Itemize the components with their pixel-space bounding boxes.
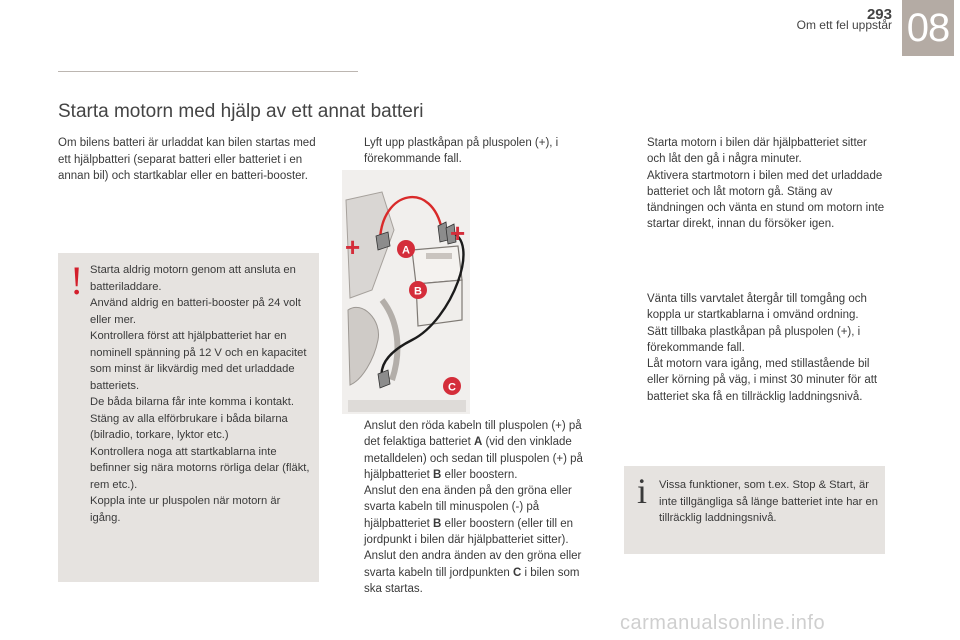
plus-sign-b: + xyxy=(450,218,466,248)
column2-top-steps xyxy=(342,135,600,168)
step-text: eller boostern (eller till en jordpunkt i bilen där hjälpbatteriet sitter). xyxy=(364,517,574,547)
plus-sign-a: + xyxy=(345,232,361,262)
label-a: A xyxy=(402,244,410,257)
step-item xyxy=(625,356,887,405)
step-item xyxy=(342,135,600,168)
step-text: Lyft upp plastkåpan på pluspolen (+), i förekommande fall. xyxy=(364,137,559,166)
step-text: Aktivera startmotorn i bilen med det urladdade batteriet och låt motorn gå. Stäng av tändningen och vänta en stund om motorn inte startar direkt, innan du försöker igen. xyxy=(647,169,885,231)
step-text: Låt motorn vara igång, med stillastående bil eller körning på väg, i minst 30 minuter för att batteriet ska få en tillräcklig laddningsnivå. xyxy=(647,358,878,403)
step-text: Vänta tills varvtalet återgår till tomgång och koppla ur startkablarna i omvänd ordning. xyxy=(647,293,867,322)
exclamation-icon: ! xyxy=(70,258,84,303)
step-item xyxy=(342,548,600,597)
step-text: (vid den vinklade metalldelen) och sedan till pluspolen (+) på hjälpbatteriet xyxy=(364,436,583,481)
engine-floor xyxy=(348,400,466,412)
step-item xyxy=(625,324,887,357)
warning-line: Stäng av alla elförbrukare i båda bilarna (bilradio, torkare, lyktor etc.) xyxy=(90,412,288,441)
column3-top-steps xyxy=(625,135,887,233)
label-b: B xyxy=(414,285,422,298)
step-text: Anslut den andra änden av den gröna eller svarta kabeln till jordpunkten xyxy=(364,550,582,579)
step-item xyxy=(625,135,887,168)
engine-hose xyxy=(348,307,379,385)
step-item xyxy=(625,291,887,324)
intro-paragraph: Om bilens batteri är urladdat kan bilen startas med ett hjälpbatteri (separat batteri eller batteriet i en annan bil) och startkablar eller en batteri-booster. xyxy=(58,137,316,182)
battery-top xyxy=(412,246,462,284)
chapter-number-badge: 08 xyxy=(902,0,954,56)
page-number: 293 xyxy=(866,6,892,23)
step-item xyxy=(342,418,600,483)
section-title: Starta motorn med hjälp av ett annat batteri xyxy=(58,101,424,122)
label-c: C xyxy=(448,381,456,394)
chapter-title: Om ett fel uppstår xyxy=(796,18,892,32)
battery-label-b: B xyxy=(433,517,442,530)
jump-start-illustration xyxy=(342,170,470,414)
battery-label-a: A xyxy=(473,436,483,449)
battery-label xyxy=(426,253,452,259)
warning-line: Kontrollera först att hjälpbatteriet har en nominell spänning på 12 V och en kapacitet som minst är likvärdig med det urladdade batteriets. xyxy=(90,330,307,392)
watermark: carmanualsonline.info xyxy=(620,612,826,634)
black-clamp-c xyxy=(378,370,390,388)
header-divider xyxy=(58,71,358,72)
warning-line: De båda bilarna får inte komma i kontakt. xyxy=(90,396,294,408)
warning-line: Kontrollera noga att startkablarna inte befinner sig nära motorns rörliga delar (fläkt, rem etc.). xyxy=(90,445,310,491)
warning-line: Använd aldrig en batteri-booster på 24 volt eller mer. xyxy=(90,297,301,326)
warning-line: Starta aldrig motorn genom att ansluta en batteriladdare. xyxy=(90,264,296,293)
step-text: Starta motorn i bilen där hjälpbatteriet sitter och låt den gå i några minuter. xyxy=(647,137,867,166)
warning-text xyxy=(90,262,312,526)
step-text: eller boostern. xyxy=(441,468,518,481)
warning-line: Koppla inte ur pluspolen när motorn är igång. xyxy=(90,495,281,524)
info-text: Vissa funktioner, som t.ex. Stop & Start, är inte tillgängliga så länge batteriet inte har en tillräcklig laddningsnivå. xyxy=(659,479,878,524)
jump-start-diagram xyxy=(342,170,470,414)
step-item xyxy=(342,483,600,548)
ground-point-label-c: C xyxy=(512,566,522,579)
info-icon: i xyxy=(637,471,648,511)
column2-bottom-steps xyxy=(342,418,600,597)
step-text: Sätt tillbaka plastkåpan på pluspolen (+), i förekommande fall. xyxy=(647,325,861,354)
step-item xyxy=(625,168,887,233)
step-text: i bilen som ska startas. xyxy=(364,566,580,595)
step-text: Anslut den ena änden på den gröna eller svarta kabeln till minuspolen (-) på hjälpbatteriet xyxy=(364,485,572,530)
engine-pipe xyxy=(382,300,397,380)
step-text: Anslut den röda kabeln till pluspolen (+) på det felaktiga batteriet xyxy=(364,420,582,449)
column3-bottom-steps xyxy=(625,291,887,405)
battery-label-b: B xyxy=(433,468,442,481)
